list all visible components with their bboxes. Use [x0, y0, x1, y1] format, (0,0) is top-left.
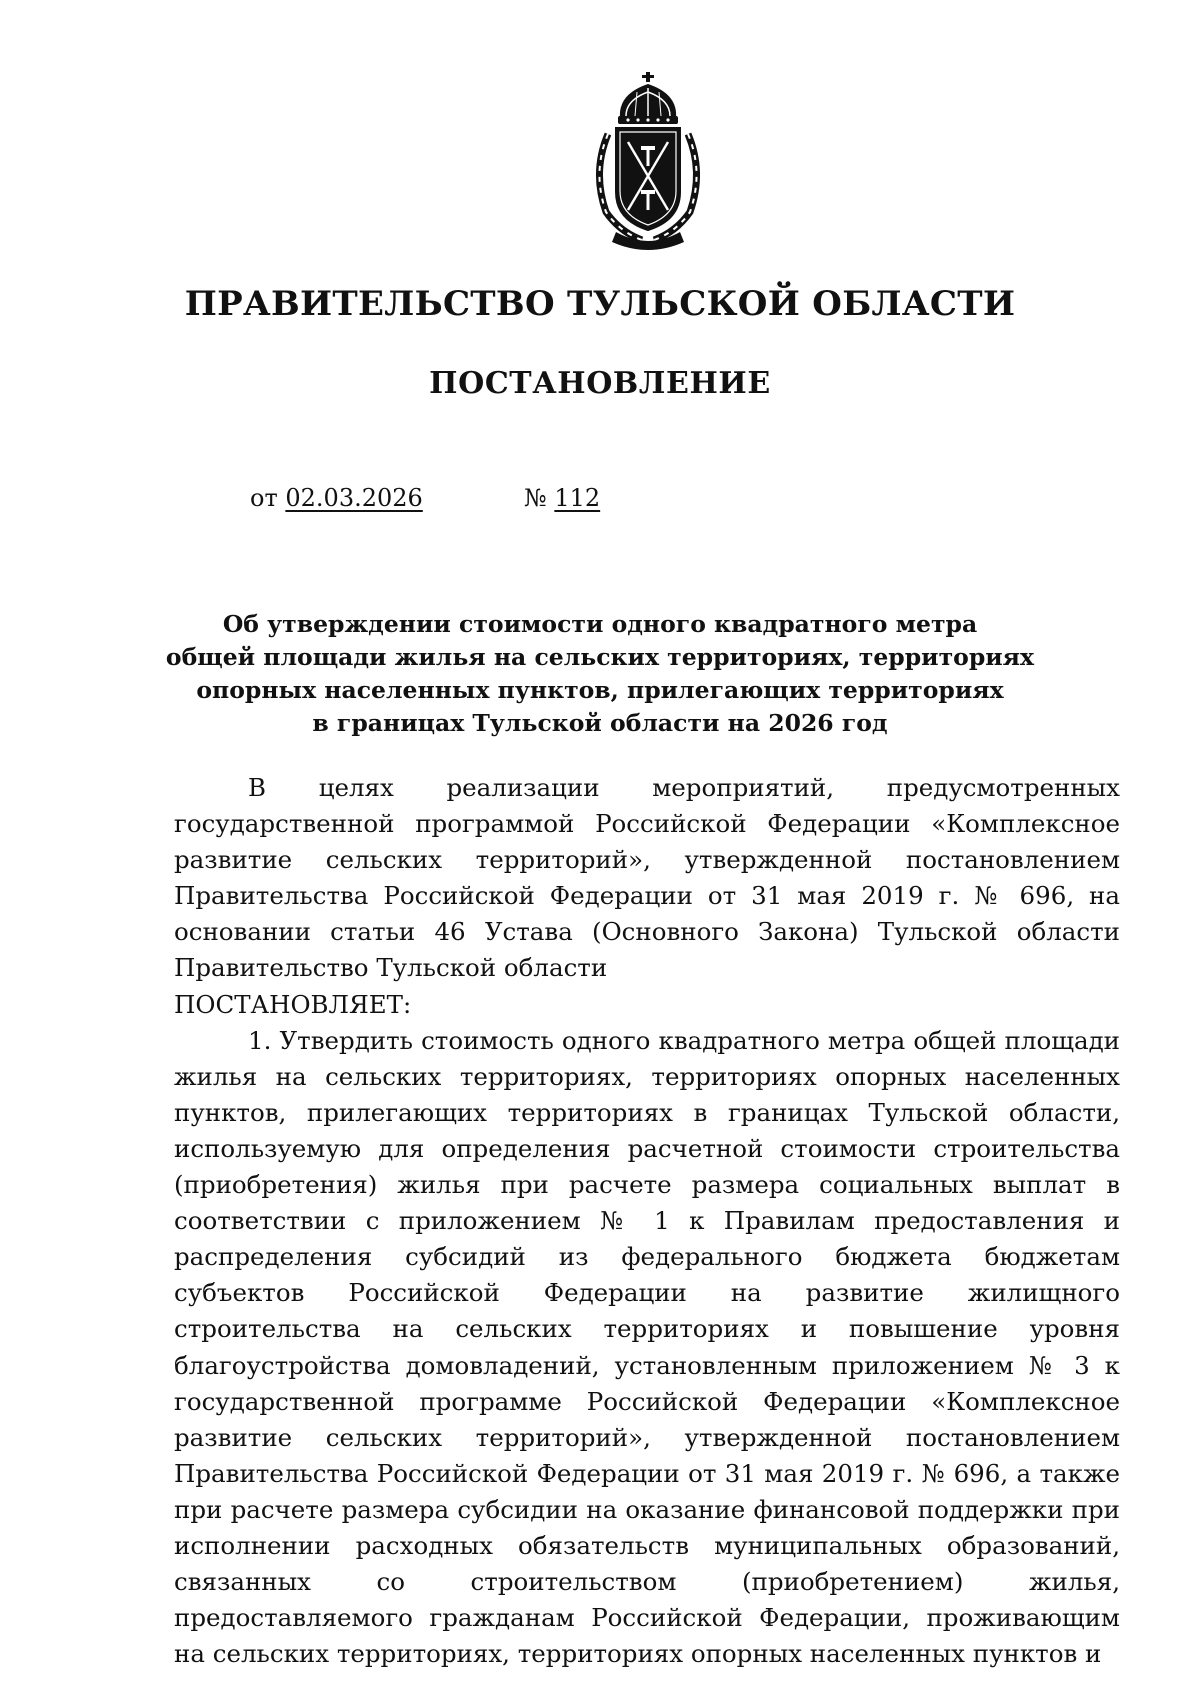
- document-type: ПОСТАНОВЛЕНИЕ: [429, 366, 771, 401]
- date-value: 02.03.2026: [285, 484, 423, 512]
- date-prefix: от: [250, 484, 278, 512]
- document-body: [174, 770, 1120, 1672]
- government-title: ПРАВИТЕЛЬСТВО ТУЛЬСКОЙ ОБЛАСТИ: [184, 284, 1016, 324]
- number-value: 112: [554, 484, 601, 512]
- subject-line: Об утверждении стоимости одного квадратного метра: [222, 610, 978, 638]
- document-number: [524, 484, 600, 512]
- item-1-paragraph: 1. Утвердить стоимость одного квадратного метра общей площади жилья на сельских территориях, территориях опорных населенных пунктов, прилегающих территориях в границах Тульской области, используемую для определения расчетной стоимости строительства (приобретения) жилья при расчете размера социальных выплат в соответствии с приложением № 1 к Правилам предоставления и распределения субсидий из федерального бюджета бюджетам субъектов Российской Федерации на развитие жилищного строительства на сельских территориях и повышение уровня благоустройства домовладений, установленным приложением № 3 к государственной программе Российской Федерации «Комплексное развитие сельских территорий», утвержденной постановлением Правительства Российской Федерации от 31 мая 2019 г. № 696, а также при расчете размера субсидии на оказание финансовой поддержки при исполнении расходных обязательств муниципальных образований, связанных со строительством (приобретением) жилья, предоставляемого гражданам Российской Федерации, проживающим на сельских территориях, территориях опорных населенных пунктов и: [174, 1025, 1120, 1669]
- number-prefix: №: [524, 484, 547, 512]
- resolves-word: ПОСТАНОВЛЯЕТ:: [174, 989, 412, 1019]
- preamble-paragraph: В целях реализации мероприятий, предусмотренных государственной программой Российской Федерации «Комплексное развитие сельских территорий», утвержденной постановлением Правительства Российской Федерации от 31 мая 2019 г. № 696, на основании статьи 46 Устава (Основного Закона) Тульской области Правительство Тульской области: [174, 773, 1120, 983]
- document-date: [250, 484, 423, 512]
- document-subject: [0, 608, 1200, 740]
- subject-line: общей площади жилья на сельских территориях, территориях: [165, 643, 1035, 671]
- subject-line: в границах Тульской области на 2026 год: [312, 709, 888, 737]
- subject-line: опорных населенных пунктов, прилегающих территориях: [196, 676, 1004, 704]
- coat-of-arms-icon: [586, 72, 710, 250]
